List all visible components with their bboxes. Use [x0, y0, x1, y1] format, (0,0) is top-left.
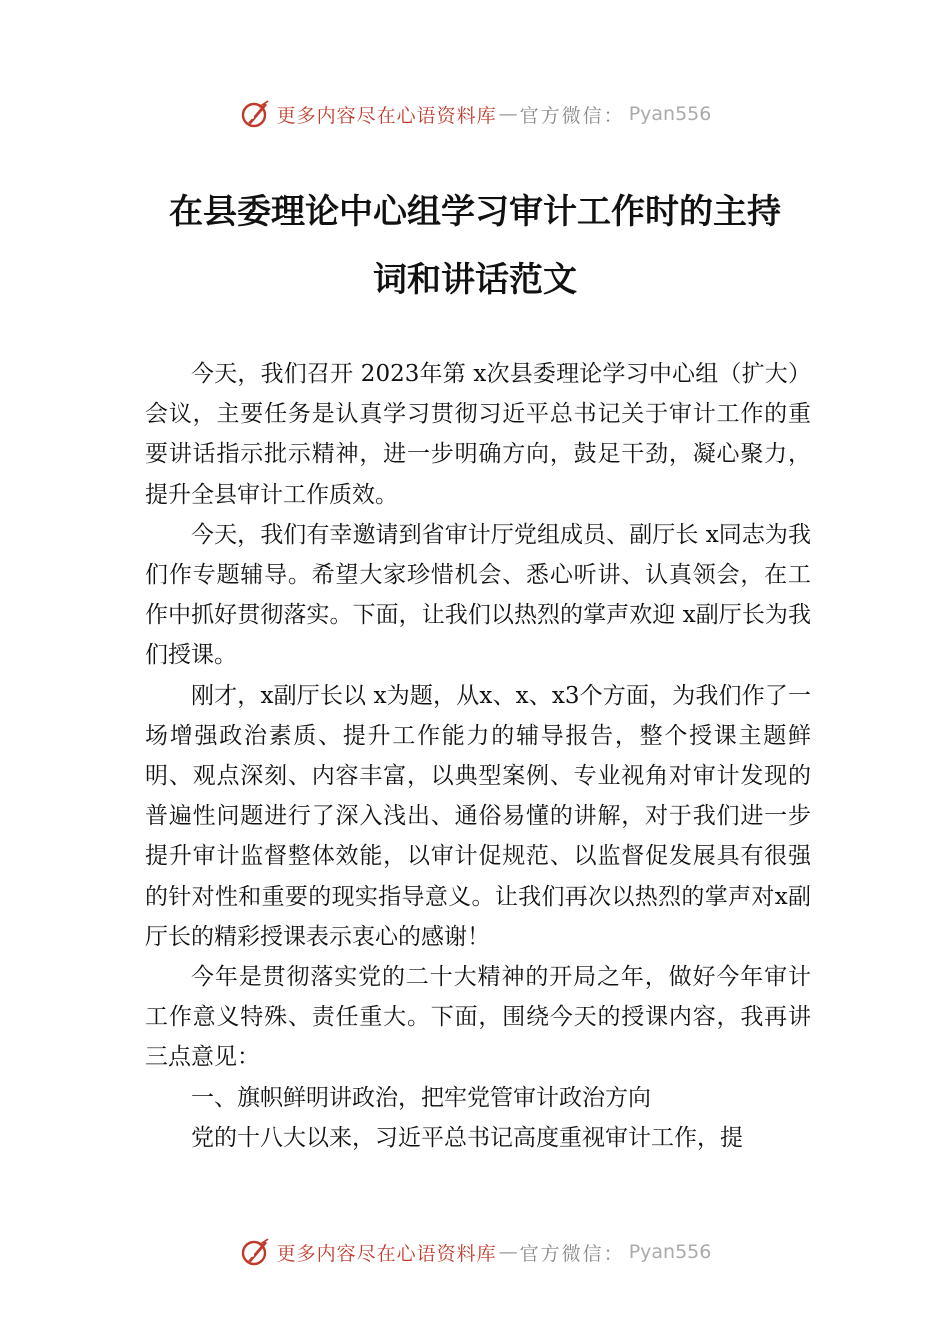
- document-title: [100, 178, 850, 314]
- quill-seal-icon: [239, 98, 271, 130]
- paragraph: 今天，我们召开 2023年第 x次县委理论学习中心组（扩大）会议，主要任务是认真学习贯彻习近平总书记关于审计工作的重要讲话指示批示精神，进一步明确方向，鼓足干劲，凝心聚力，提升全县审计工作质效。: [145, 361, 811, 508]
- document-body: [145, 354, 811, 1158]
- paragraph: 今年是贯彻落实党的二十大精神的开局之年，做好今年审计工作意义特殊、责任重大。下面，围绕今天的授课内容，我再讲三点意见：: [145, 964, 811, 1071]
- banner-wechat-label: 官方微信：: [519, 104, 625, 127]
- banner-text: 更多内容尽在心语资料库: [276, 1242, 497, 1265]
- banner-wechat-id: Pyan556: [628, 1241, 712, 1263]
- banner-wechat-id: Pyan556: [628, 103, 712, 125]
- banner-text: 更多内容尽在心语资料库: [276, 104, 497, 127]
- header-banner: [0, 94, 950, 134]
- paragraph: 今天，我们有幸邀请到省审计厅党组成员、副厅长 x同志为我们作专题辅导。希望大家珍惜机会、悉心听讲、认真领会，在工作中抓好贯彻落实。下面，让我们以热烈的掌声欢迎 x副厅长为我们授课。: [145, 521, 811, 669]
- paragraph: 刚才，x副厅长以 x为题，从x、x、x3个方面，为我们作了一场增强政治素质、提升工作能力的辅导报告，整个授课主题鲜明、观点深刻、内容丰富，以典型案例、专业视角对审计发现的普遍性问题进行了深入浅出、通俗易懂的讲解，对于我们进一步提升审计监督整体效能，以审计促规范、以监督促发展具有很强的针对性和重要的现实指导意义。让我们再次以热烈的掌声对x副厅长的精彩授课表示衷心的感谢！: [145, 682, 811, 950]
- paragraph: 党的十八大以来，习近平总书记高度重视审计工作，提: [191, 1124, 743, 1151]
- banner-separator: —: [498, 103, 518, 125]
- title-line-1: 在县委理论中心组学习审计工作时的主持: [169, 192, 781, 232]
- section-heading: 一、旗帜鲜明讲政治，把牢党管审计政治方向: [191, 1084, 651, 1111]
- banner-wechat-label: 官方微信：: [519, 1242, 625, 1265]
- title-line-2: 词和讲话范文: [373, 260, 577, 300]
- banner-separator: —: [498, 1241, 518, 1263]
- footer-banner: [0, 1232, 950, 1272]
- quill-seal-icon: [239, 1236, 271, 1268]
